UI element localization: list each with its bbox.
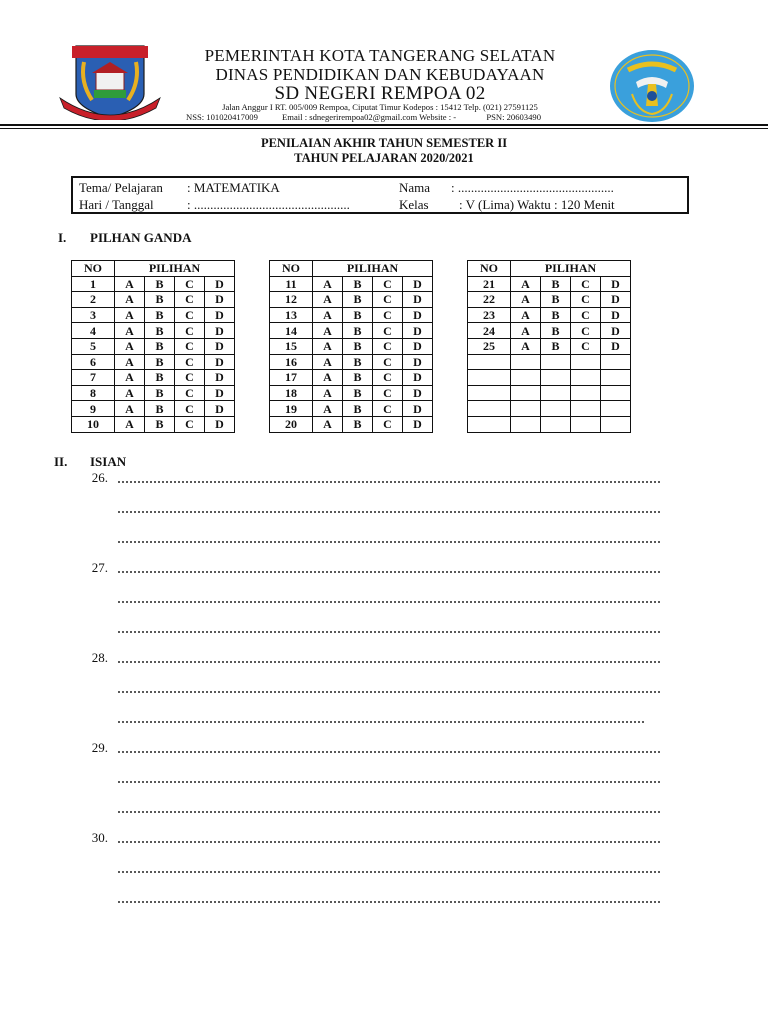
- answer-option[interactable]: B: [145, 338, 175, 354]
- answer-option[interactable]: A: [313, 323, 343, 339]
- answer-option[interactable]: D: [403, 323, 433, 339]
- tut-wuri-handayani-logo: [608, 48, 696, 123]
- answer-line[interactable]: [117, 811, 662, 813]
- table-row: [270, 354, 433, 370]
- answer-option[interactable]: C: [175, 292, 205, 308]
- question-number: 24: [468, 323, 511, 339]
- question-number: 7: [72, 370, 115, 386]
- empty-cell: [601, 416, 631, 432]
- section-2-number: II.: [54, 454, 68, 469]
- exam-year: TAHUN PELAJARAN 2020/2021: [294, 151, 474, 165]
- table-row: [468, 385, 631, 401]
- answer-option[interactable]: D: [205, 276, 235, 292]
- answer-option[interactable]: B: [145, 292, 175, 308]
- empty-cell: [571, 354, 601, 370]
- question-number: 9: [72, 401, 115, 417]
- answer-option[interactable]: C: [571, 276, 601, 292]
- empty-cell: [511, 354, 541, 370]
- question-number: 15: [270, 338, 313, 354]
- email-text: Email : sdnegerirempoa02@gmail.com Website : -: [282, 112, 457, 122]
- table-row: [270, 401, 433, 417]
- answer-option[interactable]: C: [373, 370, 403, 386]
- essay-question-number: 30.: [91, 830, 108, 845]
- answer-table-3: [467, 260, 631, 433]
- answer-option[interactable]: A: [313, 370, 343, 386]
- table-row: [468, 401, 631, 417]
- table-row: [72, 401, 235, 417]
- table-row: [270, 385, 433, 401]
- answer-line[interactable]: [117, 481, 662, 483]
- essay-question-number: 28.: [91, 650, 108, 665]
- table-row: [468, 307, 631, 323]
- question-number: [468, 354, 511, 370]
- empty-cell: [541, 354, 571, 370]
- answer-line[interactable]: [117, 841, 662, 843]
- answer-line[interactable]: [117, 571, 662, 573]
- table-row: [72, 354, 235, 370]
- table-row: [72, 307, 235, 323]
- answer-option[interactable]: A: [313, 401, 343, 417]
- question-number: [468, 385, 511, 401]
- section-1-title: PILHAN GANDA: [90, 230, 192, 245]
- answer-option[interactable]: C: [373, 401, 403, 417]
- empty-cell: [601, 370, 631, 386]
- empty-cell: [571, 416, 601, 432]
- answer-option[interactable]: B: [541, 338, 571, 354]
- table-row: [72, 370, 235, 386]
- nss-text: NSS: 101020417009: [186, 112, 258, 122]
- empty-cell: [541, 370, 571, 386]
- empty-cell: [511, 416, 541, 432]
- empty-cell: [571, 370, 601, 386]
- answer-line[interactable]: [117, 541, 662, 543]
- answer-option[interactable]: D: [601, 323, 631, 339]
- answer-option[interactable]: B: [145, 385, 175, 401]
- empty-cell: [511, 385, 541, 401]
- answer-option[interactable]: B: [343, 401, 373, 417]
- hari-value: : ................................................: [187, 197, 350, 212]
- answer-option[interactable]: D: [205, 370, 235, 386]
- answer-option[interactable]: D: [205, 385, 235, 401]
- empty-cell: [541, 385, 571, 401]
- question-number: 19: [270, 401, 313, 417]
- table-row: [468, 323, 631, 339]
- answer-option[interactable]: C: [175, 354, 205, 370]
- question-number: 25: [468, 338, 511, 354]
- answer-option[interactable]: D: [205, 338, 235, 354]
- table-row: [72, 276, 235, 292]
- answer-line[interactable]: [117, 751, 662, 753]
- essay-question-number: 29.: [91, 740, 108, 755]
- answer-option[interactable]: A: [313, 292, 343, 308]
- answer-option[interactable]: C: [571, 292, 601, 308]
- answer-option[interactable]: B: [145, 354, 175, 370]
- question-number: 8: [72, 385, 115, 401]
- answer-option[interactable]: A: [115, 370, 145, 386]
- answer-option[interactable]: A: [313, 416, 343, 432]
- question-number: [468, 401, 511, 417]
- tema-label: Tema/ Pelajaran: [79, 180, 163, 195]
- answer-option[interactable]: D: [403, 276, 433, 292]
- question-number: 18: [270, 385, 313, 401]
- answer-option[interactable]: D: [601, 338, 631, 354]
- answer-option[interactable]: A: [115, 354, 145, 370]
- psn-text: PSN: 20603490: [486, 112, 541, 122]
- kelas-label: Kelas: [399, 197, 429, 212]
- table-row: [468, 354, 631, 370]
- answer-line[interactable]: [117, 691, 662, 693]
- answer-option[interactable]: B: [343, 416, 373, 432]
- answer-option[interactable]: A: [313, 385, 343, 401]
- answer-line[interactable]: [117, 781, 662, 783]
- question-number: 13: [270, 307, 313, 323]
- answer-option[interactable]: B: [541, 292, 571, 308]
- answer-option[interactable]: A: [115, 416, 145, 432]
- table-header-pilihan: PILIHAN: [115, 261, 235, 277]
- table-row: [72, 292, 235, 308]
- answer-line[interactable]: [117, 661, 662, 663]
- question-number: 5: [72, 338, 115, 354]
- table-row: [72, 416, 235, 432]
- answer-option[interactable]: A: [511, 276, 541, 292]
- essay-question-number: 27.: [91, 560, 108, 575]
- answer-option[interactable]: A: [115, 323, 145, 339]
- answer-option[interactable]: A: [115, 385, 145, 401]
- answer-option[interactable]: A: [115, 292, 145, 308]
- kelas-value: : V (Lima) Waktu : 120 Menit: [459, 197, 615, 212]
- question-number: 21: [468, 276, 511, 292]
- nama-label: Nama: [399, 180, 431, 195]
- letterhead-rule-thick: [0, 124, 768, 126]
- answer-option[interactable]: D: [205, 401, 235, 417]
- answer-option[interactable]: A: [511, 292, 541, 308]
- empty-cell: [601, 401, 631, 417]
- kota-tangsel-logo: [58, 42, 162, 120]
- answer-option[interactable]: B: [343, 338, 373, 354]
- answer-option[interactable]: B: [541, 276, 571, 292]
- answer-option[interactable]: A: [115, 401, 145, 417]
- answer-option[interactable]: C: [373, 385, 403, 401]
- answer-option[interactable]: A: [313, 354, 343, 370]
- answer-option[interactable]: B: [343, 354, 373, 370]
- table-row: [468, 276, 631, 292]
- table-header-no: NO: [270, 261, 313, 277]
- answer-option[interactable]: C: [571, 323, 601, 339]
- answer-table-1: [71, 260, 235, 433]
- table-header-no: NO: [468, 261, 511, 277]
- table-row: [270, 276, 433, 292]
- answer-option[interactable]: C: [373, 323, 403, 339]
- answer-option[interactable]: C: [175, 370, 205, 386]
- empty-cell: [601, 385, 631, 401]
- answer-line[interactable]: [117, 901, 662, 903]
- answer-option[interactable]: B: [145, 323, 175, 339]
- answer-option[interactable]: D: [403, 401, 433, 417]
- answer-option[interactable]: D: [403, 354, 433, 370]
- answer-option[interactable]: A: [115, 276, 145, 292]
- question-number: 11: [270, 276, 313, 292]
- table-row: [270, 292, 433, 308]
- question-number: 14: [270, 323, 313, 339]
- answer-option[interactable]: B: [541, 307, 571, 323]
- school-name: SD NEGERI REMPOA 02: [274, 83, 486, 104]
- answer-option[interactable]: B: [343, 370, 373, 386]
- answer-option[interactable]: C: [175, 385, 205, 401]
- hari-label: Hari / Tanggal: [79, 197, 154, 212]
- empty-cell: [601, 354, 631, 370]
- essay-question-number: 26.: [91, 470, 108, 485]
- answer-line[interactable]: [117, 511, 662, 513]
- answer-option[interactable]: C: [373, 354, 403, 370]
- answer-option[interactable]: B: [343, 323, 373, 339]
- nama-value: : ................................................: [451, 180, 614, 195]
- answer-option[interactable]: C: [571, 307, 601, 323]
- question-number: 16: [270, 354, 313, 370]
- table-row: [72, 385, 235, 401]
- answer-option[interactable]: B: [145, 416, 175, 432]
- answer-option[interactable]: D: [403, 385, 433, 401]
- school-contacts: [186, 112, 586, 122]
- student-info-box: [71, 176, 689, 214]
- answer-option[interactable]: C: [373, 276, 403, 292]
- answer-option[interactable]: C: [175, 276, 205, 292]
- question-number: 20: [270, 416, 313, 432]
- table-row: [270, 338, 433, 354]
- question-number: [468, 416, 511, 432]
- school-address: Jalan Anggur I RT. 005/009 Rempoa, Ciputat Timur Kodepos : 15412 Telp. (021) 27591125: [222, 102, 538, 112]
- answer-option[interactable]: D: [205, 292, 235, 308]
- answer-option[interactable]: A: [511, 338, 541, 354]
- answer-option[interactable]: B: [343, 276, 373, 292]
- answer-option[interactable]: D: [205, 416, 235, 432]
- table-row: [270, 370, 433, 386]
- answer-option[interactable]: B: [541, 323, 571, 339]
- question-number: [468, 370, 511, 386]
- answer-option[interactable]: B: [343, 307, 373, 323]
- answer-option[interactable]: A: [511, 323, 541, 339]
- answer-option[interactable]: D: [403, 370, 433, 386]
- question-number: 12: [270, 292, 313, 308]
- answer-option[interactable]: D: [403, 338, 433, 354]
- section-2-title: ISIAN: [90, 454, 127, 469]
- answer-option[interactable]: A: [313, 276, 343, 292]
- empty-cell: [541, 401, 571, 417]
- answer-line[interactable]: [117, 601, 662, 603]
- question-number: 3: [72, 307, 115, 323]
- answer-option[interactable]: A: [115, 338, 145, 354]
- answer-option[interactable]: C: [571, 338, 601, 354]
- answer-option[interactable]: B: [145, 307, 175, 323]
- answer-option[interactable]: D: [601, 292, 631, 308]
- answer-option[interactable]: D: [601, 276, 631, 292]
- empty-cell: [541, 416, 571, 432]
- answer-option[interactable]: B: [343, 292, 373, 308]
- exam-title: PENILAIAN AKHIR TAHUN SEMESTER II: [260, 136, 508, 150]
- answer-option[interactable]: D: [205, 354, 235, 370]
- table-row: [468, 370, 631, 386]
- question-number: 1: [72, 276, 115, 292]
- empty-cell: [571, 385, 601, 401]
- table-header-no: NO: [72, 261, 115, 277]
- answer-option[interactable]: C: [175, 307, 205, 323]
- table-row: [468, 416, 631, 432]
- answer-option[interactable]: B: [343, 385, 373, 401]
- answer-option[interactable]: B: [145, 276, 175, 292]
- table-row: [270, 323, 433, 339]
- answer-line[interactable]: [117, 631, 662, 633]
- answer-option[interactable]: C: [373, 307, 403, 323]
- department-name: DINAS PENDIDIKAN DAN KEBUDAYAAN: [215, 65, 545, 84]
- answer-option[interactable]: D: [403, 416, 433, 432]
- answer-option[interactable]: D: [205, 307, 235, 323]
- answer-table-2: [269, 260, 433, 433]
- answer-option[interactable]: D: [403, 307, 433, 323]
- answer-line[interactable]: [117, 721, 644, 723]
- table-header-pilihan: PILIHAN: [511, 261, 631, 277]
- answer-option[interactable]: A: [313, 307, 343, 323]
- question-number: 6: [72, 354, 115, 370]
- table-row: [468, 292, 631, 308]
- answer-line[interactable]: [117, 871, 662, 873]
- answer-option[interactable]: C: [373, 292, 403, 308]
- answer-option[interactable]: C: [175, 416, 205, 432]
- question-number: 2: [72, 292, 115, 308]
- answer-option[interactable]: D: [205, 323, 235, 339]
- tema-value: : MATEMATIKA: [187, 180, 280, 195]
- answer-option[interactable]: A: [511, 307, 541, 323]
- answer-option[interactable]: C: [175, 401, 205, 417]
- question-number: 17: [270, 370, 313, 386]
- answer-option[interactable]: A: [313, 338, 343, 354]
- answer-option[interactable]: C: [373, 338, 403, 354]
- empty-cell: [571, 401, 601, 417]
- table-row: [468, 338, 631, 354]
- question-number: 10: [72, 416, 115, 432]
- table-row: [270, 307, 433, 323]
- question-number: 4: [72, 323, 115, 339]
- table-row: [72, 338, 235, 354]
- answer-option[interactable]: C: [175, 323, 205, 339]
- answer-option[interactable]: B: [145, 401, 175, 417]
- answer-option[interactable]: C: [373, 416, 403, 432]
- answer-option[interactable]: A: [115, 307, 145, 323]
- government-name: PEMERINTAH KOTA TANGERANG SELATAN: [204, 46, 556, 65]
- empty-cell: [511, 401, 541, 417]
- empty-cell: [511, 370, 541, 386]
- table-header-pilihan: PILIHAN: [313, 261, 433, 277]
- letterhead-rule-thin: [0, 128, 768, 129]
- question-number: 23: [468, 307, 511, 323]
- answer-option[interactable]: D: [601, 307, 631, 323]
- answer-option[interactable]: D: [403, 292, 433, 308]
- answer-option[interactable]: C: [175, 338, 205, 354]
- section-1-number: I.: [58, 230, 67, 245]
- answer-option[interactable]: B: [145, 370, 175, 386]
- question-number: 22: [468, 292, 511, 308]
- table-row: [72, 323, 235, 339]
- table-row: [270, 416, 433, 432]
